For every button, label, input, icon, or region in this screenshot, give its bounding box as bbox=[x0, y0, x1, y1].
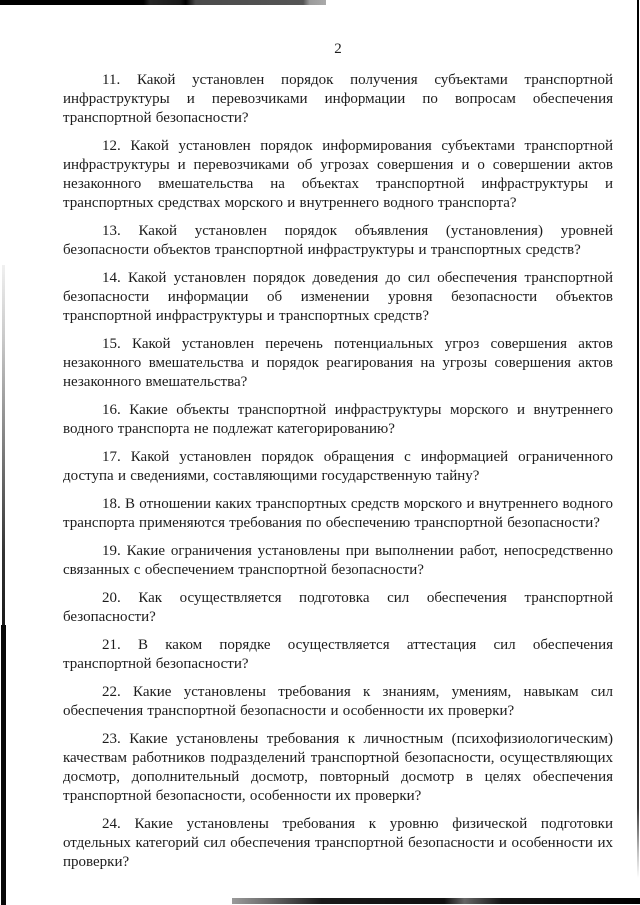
question-paragraph-13 bbox=[63, 222, 613, 260]
page-content bbox=[63, 40, 613, 881]
question-text: Какие установлены требования к знаниям, умениям, навыкам сил обеспечения транспортной безопасности и особенности их проверки? bbox=[63, 684, 613, 719]
scan-artifact-top-edge bbox=[0, 0, 326, 5]
question-text: Как осуществляется подготовка сил обеспечения транспортной безопасности? bbox=[63, 590, 614, 625]
question-paragraph-23 bbox=[63, 730, 613, 806]
question-number: 13. bbox=[102, 223, 121, 239]
question-number: 11. bbox=[102, 72, 121, 88]
question-number: 22. bbox=[102, 684, 121, 700]
scan-artifact-left-edge-thick bbox=[1, 625, 6, 905]
question-paragraph-18 bbox=[63, 495, 613, 533]
question-text: Какой установлен порядок получения субъектами транспортной инфраструктуры и перевозчиками информации по вопросам обеспечения транспортной безопасности? bbox=[63, 72, 614, 126]
question-number: 15. bbox=[102, 336, 121, 352]
scan-artifact-bottom-edge bbox=[232, 898, 640, 904]
question-paragraph-20 bbox=[63, 589, 613, 627]
question-number: 21. bbox=[102, 637, 121, 653]
question-number: 19. bbox=[102, 543, 121, 559]
questions-list bbox=[63, 71, 613, 872]
question-number: 12. bbox=[102, 138, 121, 154]
question-paragraph-14 bbox=[63, 269, 613, 326]
question-number: 16. bbox=[102, 402, 121, 418]
page-number: 2 bbox=[334, 41, 342, 57]
question-number: 17. bbox=[102, 449, 121, 465]
question-number: 24. bbox=[102, 816, 121, 832]
question-paragraph-15 bbox=[63, 335, 613, 392]
question-text: Какие ограничения установлены при выполнении работ, непосредственно связанных с обеспечением транспортной безопасности? bbox=[63, 543, 614, 578]
question-text: Какой установлен перечень потенциальных угроз совершения актов незаконного вмешательства и порядок реагирования на угрозы совершения актов незаконного вмешательства? bbox=[63, 336, 613, 390]
question-paragraph-17 bbox=[63, 448, 613, 486]
question-paragraph-22 bbox=[63, 683, 613, 721]
question-number: 18. bbox=[102, 496, 121, 512]
question-text: В отношении каких транспортных средств морского и внутреннего водного транспорта применяются требования по обеспечению транспортной безопасности? bbox=[63, 496, 614, 531]
question-text: Какие установлены требования к уровню физической подготовки отдельных категорий сил обеспечения транспортной безопасности и особенности их проверки? bbox=[63, 816, 613, 870]
question-number: 20. bbox=[102, 590, 121, 606]
question-text: Какие объекты транспортной инфраструктуры морского и внутреннего водного транспорта не подлежат категорированию? bbox=[63, 402, 613, 437]
question-paragraph-11 bbox=[63, 71, 613, 128]
scan-artifact-left-edge bbox=[2, 265, 5, 905]
scan-artifact-right-edge bbox=[637, 0, 639, 878]
question-number: 23. bbox=[102, 731, 121, 747]
question-paragraph-24 bbox=[63, 815, 613, 872]
question-paragraph-16 bbox=[63, 401, 613, 439]
question-text: В каком порядке осуществляется аттестация сил обеспечения транспортной безопасности? bbox=[63, 637, 613, 672]
question-paragraph-21 bbox=[63, 636, 613, 674]
question-text: Какой установлен порядок информирования субъектами транспортной инфраструктуры и перевозчиками об угрозах совершения и о совершении актов незаконного вмешательства на объектах транспортной инфраструктуры и транспортных средствах морского и внутреннего водного транспорта? bbox=[63, 138, 613, 211]
question-paragraph-19 bbox=[63, 542, 613, 580]
question-paragraph-12 bbox=[63, 137, 613, 213]
question-text: Какой установлен порядок доведения до сил обеспечения транспортной безопасности информации об изменении уровня безопасности объектов транспортной инфраструктуры и транспортных средств? bbox=[63, 270, 613, 324]
question-text: Какой установлен порядок объявления (установления) уровней безопасности объектов транспортной инфраструктуры и транспортных средств? bbox=[63, 223, 613, 258]
question-text: Какие установлены требования к личностным (психофизиологическим) качествам работников подразделений транспортной безопасности, осуществляющих досмотр, дополнительный досмотр, повторный досмотр в целях обеспечения транспортной безопасности, особенности их проверки? bbox=[63, 731, 613, 804]
question-number: 14. bbox=[102, 270, 121, 286]
question-text: Какой установлен порядок обращения с информацией ограниченного доступа и сведениями, составляющими государственную тайну? bbox=[63, 449, 614, 484]
